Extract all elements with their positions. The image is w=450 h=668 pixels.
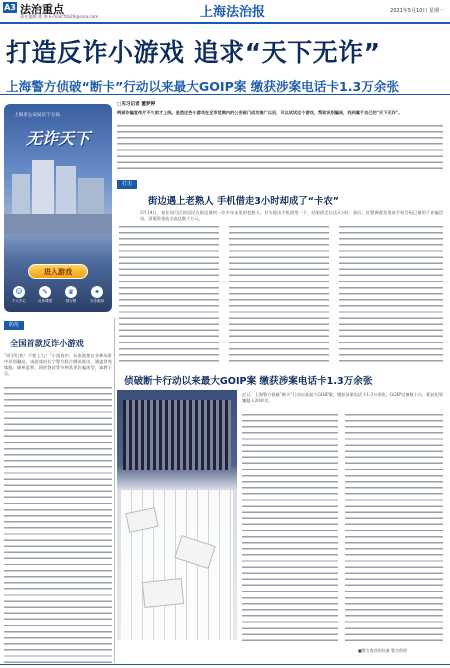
city-skyline-illustration bbox=[4, 154, 112, 234]
byline: □见习记者 董梦婷 bbox=[117, 102, 156, 107]
enter-game-button[interactable]: 进入游戏 bbox=[28, 264, 88, 279]
story3-intro: 近日，上海警方侦破“断卡”行动以来最大GOIP案，缴获涉案电话卡1.3万余张，GOIP设备数十台，抓获犯罪嫌疑人20余名。 bbox=[242, 392, 443, 404]
issue-date: 2021年5月10日 星期一 bbox=[390, 8, 444, 14]
share-game-icon[interactable]: ✦ 分享游戏 bbox=[89, 288, 105, 303]
section-tag-prevention: 防范 bbox=[4, 321, 24, 330]
masthead bbox=[0, 0, 450, 22]
story3-column-a bbox=[242, 412, 338, 642]
goip-devices-photo bbox=[117, 390, 237, 640]
lead-paragraph: 两部诈骗宣传片不久前才上线。虽然这些小游戏在全市范围内的公安部门成功推广以后，可以试试这个游戏，帮助识别骗局，找到属于自己的“天下无诈”。 bbox=[117, 110, 403, 115]
sub-headline: 上海警方侦破“断卡”行动以来最大GOIP案 缴获涉案电话卡1.3万余张 bbox=[6, 79, 400, 94]
poster-title: 无诈天下 bbox=[25, 129, 90, 148]
editor-info: 责任编辑 陈 烨 E-mail:fzb26@sina.com bbox=[20, 14, 99, 19]
leaderboard-icon[interactable]: ♛ 排行榜 bbox=[65, 288, 77, 303]
section-title: 法治重点 bbox=[20, 3, 64, 16]
story2-body-lines bbox=[4, 385, 112, 663]
section-tag-strike: 打击 bbox=[117, 180, 137, 189]
story1-column-3 bbox=[339, 224, 443, 364]
game-poster bbox=[4, 104, 112, 312]
photo-headline: 侦破断卡行动以来最大GOIP案 缴获涉案电话卡1.3万余张 bbox=[124, 376, 373, 387]
personal-center-icon[interactable]: ☺ 个人中心 bbox=[11, 287, 27, 303]
anti-fraud-class-icon[interactable]: ✎ 反诈课堂 bbox=[37, 288, 53, 303]
photo-credit: ■警方查获的设备 警方供图 bbox=[358, 648, 408, 653]
section-badge: A3 bbox=[4, 3, 16, 12]
headline-rule bbox=[0, 94, 450, 95]
lead-lines bbox=[117, 123, 443, 171]
story1-column-1 bbox=[119, 224, 219, 364]
left-column-divider bbox=[114, 318, 115, 663]
story2-body-intro: “同学们快！不要上当！”小游戏中，玩家需要在各种场景中识别骗局。该游戏由长宁警方联合腾讯推出，涵盖冒充客服、刷单返利、网络贷款等多种常见诈骗类型，寓教于乐。 bbox=[4, 353, 112, 377]
footer-rule bbox=[0, 664, 450, 665]
story1-headline: 街边遇上老熟人 手机借走3小时却成了“卡农” bbox=[148, 196, 339, 207]
poster-top-label: 上海市公安局长宁分局 bbox=[14, 113, 60, 118]
story3-column-b bbox=[345, 412, 443, 642]
newspaper-name: 上海法治报 bbox=[200, 5, 266, 20]
story2-headline: 全国首款反诈小游戏 bbox=[10, 338, 84, 348]
story1-body-intro: 3月14日，家住闵行区的居民在街边遇到一位多年未见的老熟人。对方提出手机借用一下，结果借走长达3小时。事后，民警调查发现该手机号码已被用于诈骗活动，涉案资金流水高达数十万元。 bbox=[140, 210, 443, 222]
masthead-rule bbox=[0, 22, 450, 24]
story1-column-2 bbox=[229, 224, 329, 364]
poster-icon-row bbox=[6, 286, 110, 310]
main-headline: 打造反诈小游戏 追求“天下无诈” bbox=[6, 38, 381, 67]
